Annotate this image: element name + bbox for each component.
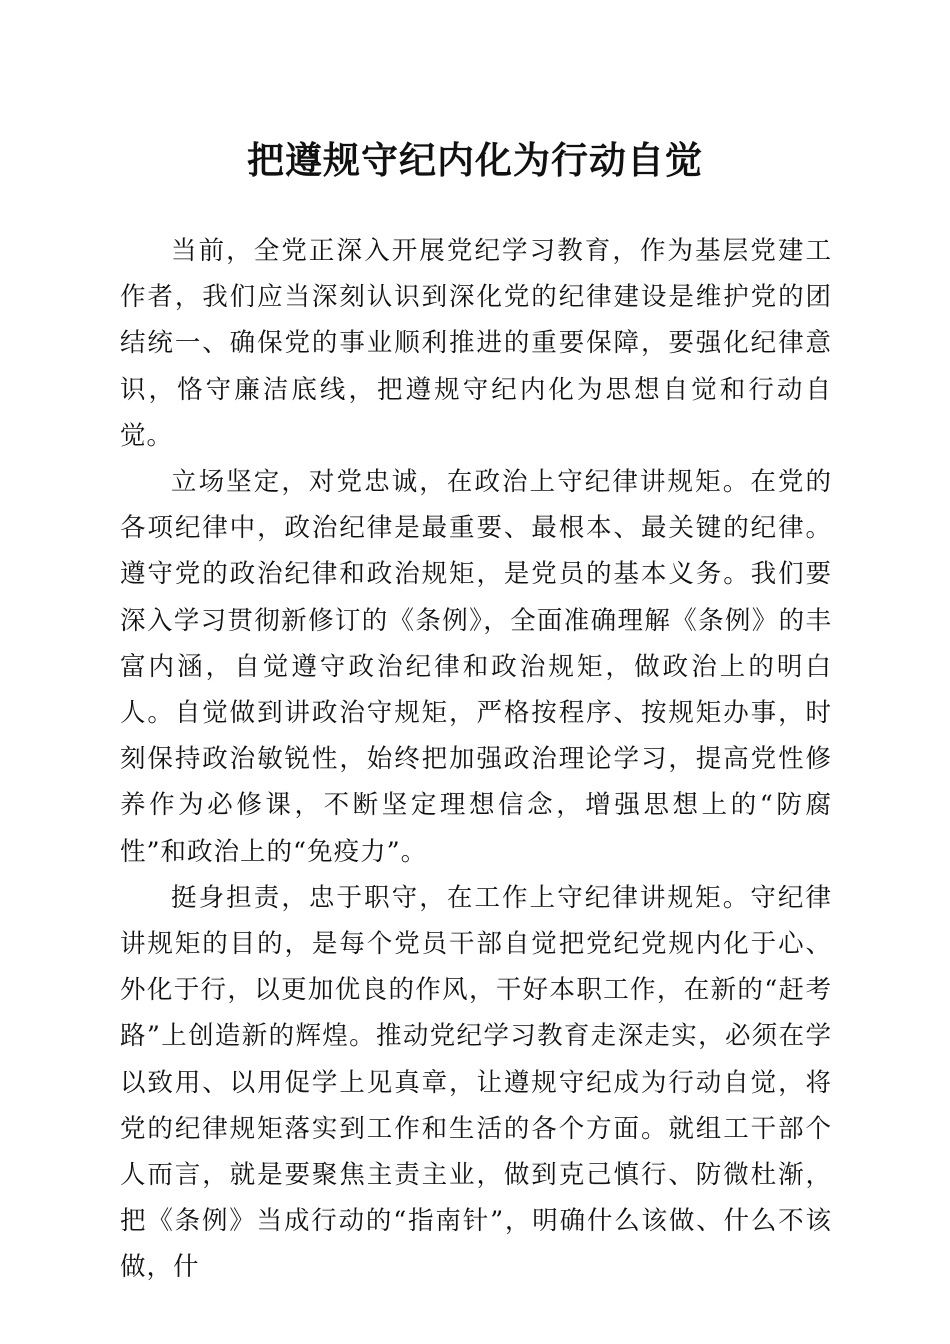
document-title: 把遵规守纪内化为行动自觉: [247, 138, 703, 182]
paragraph: 当前，全党正深入开展党纪学习教育，作为基层党建工作者，我们应当深刻认识到深化党的纪律建设是维护党的团结统一、确保党的事业顺利推进的重要保障，要强化纪律意识，恪守廉洁底线，把遵规守纪内化为思想自觉和行动自觉。: [120, 236, 832, 451]
paragraph: 挺身担责，忠于职守，在工作上守纪律讲规矩。守纪律讲规矩的目的，是每个党员干部自觉把党纪党规内化于心、外化于行，以更加优良的作风，干好本职工作，在新的“赶考路”上创造新的辉煌。推动党纪学习教育走深走实，必须在学以致用、以用促学上见真章，让遵规守纪成为行动自觉，将党的纪律规矩落实到工作和生活的各个方面。就组工干部个人而言，就是要聚焦主责主业，做到克己慎行、防微杜渐，把《条例》当成行动的“指南针”，明确什么该做、什么不该做，什: [120, 882, 832, 1283]
paragraph: 立场坚定，对党忠诚，在政治上守纪律讲规矩。在党的各项纪律中，政治纪律是最重要、最根本、最关键的纪律。遵守党的政治纪律和政治规矩，是党员的基本义务。我们要深入学习贯彻新修订的《条例》，全面准确理解《条例》的丰富内涵，自觉遵守政治纪律和政治规矩，做政治上的明白人。自觉做到讲政治守规矩，严格按程序、按规矩办事，时刻保持政治敏锐性，始终把加强政治理论学习，提高党性修养作为必修课，不断坚定理想信念，增强思想上的“防腐性”和政治上的“免疫力”。: [120, 467, 832, 867]
document-body: [120, 228, 832, 1291]
